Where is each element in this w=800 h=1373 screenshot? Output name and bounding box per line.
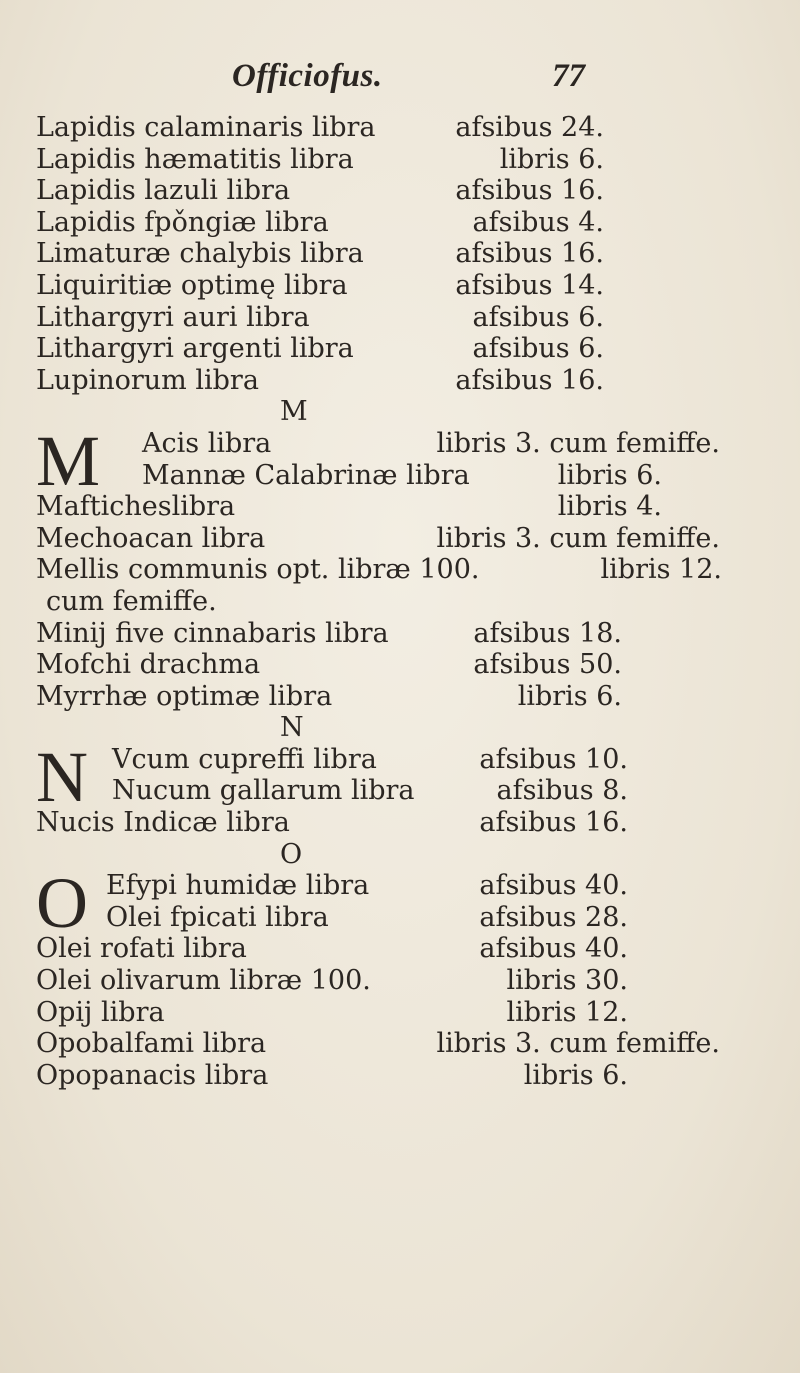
list-item xyxy=(36,997,756,1029)
list-item xyxy=(36,586,756,618)
list-item xyxy=(36,428,756,460)
list-item xyxy=(36,302,756,334)
list-item xyxy=(36,775,756,807)
list-item xyxy=(36,365,756,397)
list-item xyxy=(36,618,756,650)
item-price: afsibus 6. xyxy=(472,333,604,365)
item-price: libris 6. xyxy=(557,459,662,491)
section-letter: O xyxy=(280,838,303,870)
item-price: libris 30. xyxy=(506,965,628,997)
item-name: Acis libra xyxy=(142,427,272,459)
item-price: libris 3. cum femiffe. xyxy=(436,1028,720,1060)
item-continuation: cum femiffe. xyxy=(46,585,217,617)
item-name: Mechoacan libra xyxy=(36,522,266,554)
price-list xyxy=(36,112,756,1091)
item-name: Lupinorum libra xyxy=(36,364,259,396)
item-name: Efypi humidæ libra xyxy=(106,870,370,902)
item-name: Lapidis lazuli libra xyxy=(36,175,291,207)
item-name: Opopanacis libra xyxy=(36,1059,269,1091)
item-name: Mellis communis opt. libræ 100. xyxy=(36,554,480,586)
section-letter-m xyxy=(36,396,756,428)
drop-cap-initial: N xyxy=(36,736,88,817)
list-item xyxy=(36,744,756,776)
page-header xyxy=(0,58,800,108)
page-number: 77 xyxy=(552,58,585,94)
item-price: libris 6. xyxy=(499,143,604,175)
item-name: Lapidis hæmatitis libra xyxy=(36,143,354,175)
list-item xyxy=(36,681,756,713)
list-item xyxy=(36,965,756,997)
item-price: afsibus 14. xyxy=(455,269,604,301)
item-name: Liquiritiæ optimę libra xyxy=(36,269,348,301)
item-price: afsibus 8. xyxy=(496,775,628,807)
item-price: afsibus 18. xyxy=(473,617,622,649)
list-item xyxy=(36,112,756,144)
list-item xyxy=(36,460,756,492)
list-item xyxy=(36,270,756,302)
item-name: Vcum cupreffi libra xyxy=(112,743,377,775)
item-price: libris 3. cum femiffe. xyxy=(436,522,720,554)
initial-block-m xyxy=(36,420,756,501)
item-name: Lithargyri argenti libra xyxy=(36,333,354,365)
initial-block-o xyxy=(36,863,756,944)
list-item xyxy=(36,1060,756,1092)
item-name: Nucis Indicæ libra xyxy=(36,807,290,839)
item-price: afsibus 16. xyxy=(455,238,604,270)
list-item xyxy=(36,807,756,839)
item-price: libris 6. xyxy=(523,1059,628,1091)
item-name: Lapidis calaminaris libra xyxy=(36,112,376,143)
drop-cap-initial: O xyxy=(36,863,88,944)
list-item xyxy=(36,238,756,270)
item-price: libris 3. cum femiffe. xyxy=(436,427,720,459)
list-item xyxy=(36,933,756,965)
section-letter: M xyxy=(280,396,308,428)
item-name: Limaturæ chalybis libra xyxy=(36,238,364,270)
item-name: Mannæ Calabrinæ libra xyxy=(142,459,470,491)
item-name: Myrrhæ optimæ libra xyxy=(36,680,333,712)
list-item xyxy=(36,523,756,555)
item-name: Minij five cinnabaris libra xyxy=(36,617,389,649)
item-name: Lithargyri auri libra xyxy=(36,301,310,333)
item-price: libris 12. xyxy=(506,996,628,1028)
item-price: afsibus 6. xyxy=(472,301,604,333)
section-letter-o xyxy=(36,839,756,871)
list-item xyxy=(36,207,756,239)
item-price: afsibus 40. xyxy=(479,933,628,965)
item-price: afsibus 24. xyxy=(455,112,604,143)
item-name: Olei rofati libra xyxy=(36,933,247,965)
list-item xyxy=(36,175,756,207)
list-item xyxy=(36,902,756,934)
item-name: Olei olivarum libræ 100. xyxy=(36,965,371,997)
item-price: afsibus 50. xyxy=(473,649,622,681)
item-price: libris 4. xyxy=(557,491,662,523)
item-price: afsibus 16. xyxy=(479,807,628,839)
item-name: Opobalfami libra xyxy=(36,1028,267,1060)
item-price: afsibus 16. xyxy=(455,175,604,207)
list-item xyxy=(36,649,756,681)
item-name: Opij libra xyxy=(36,996,165,1028)
item-price: libris 12. xyxy=(600,554,722,586)
item-name: Mafticheslibra xyxy=(36,491,236,523)
item-name: Lapidis fpǒngiæ libra xyxy=(36,206,329,238)
item-name: Mofchi drachma xyxy=(36,649,261,681)
item-price: afsibus 4. xyxy=(472,206,604,238)
item-name: Nucum gallarum libra xyxy=(112,775,415,807)
section-letter-n xyxy=(36,712,756,744)
list-item xyxy=(36,870,756,902)
list-item xyxy=(36,491,756,523)
running-head: Officiofus. xyxy=(232,58,383,94)
drop-cap-initial: M xyxy=(36,420,101,501)
initial-block-n xyxy=(36,736,756,817)
list-item xyxy=(36,1028,756,1060)
section-letter: N xyxy=(280,712,304,744)
item-price: afsibus 16. xyxy=(455,364,604,396)
list-item xyxy=(36,333,756,365)
item-price: libris 6. xyxy=(517,680,622,712)
list-item xyxy=(36,554,756,586)
list-item xyxy=(36,144,756,176)
item-price: afsibus 10. xyxy=(479,743,628,775)
item-price: afsibus 28. xyxy=(479,901,628,933)
item-price: afsibus 40. xyxy=(479,870,628,902)
item-name: Olei fpicati libra xyxy=(106,901,329,933)
